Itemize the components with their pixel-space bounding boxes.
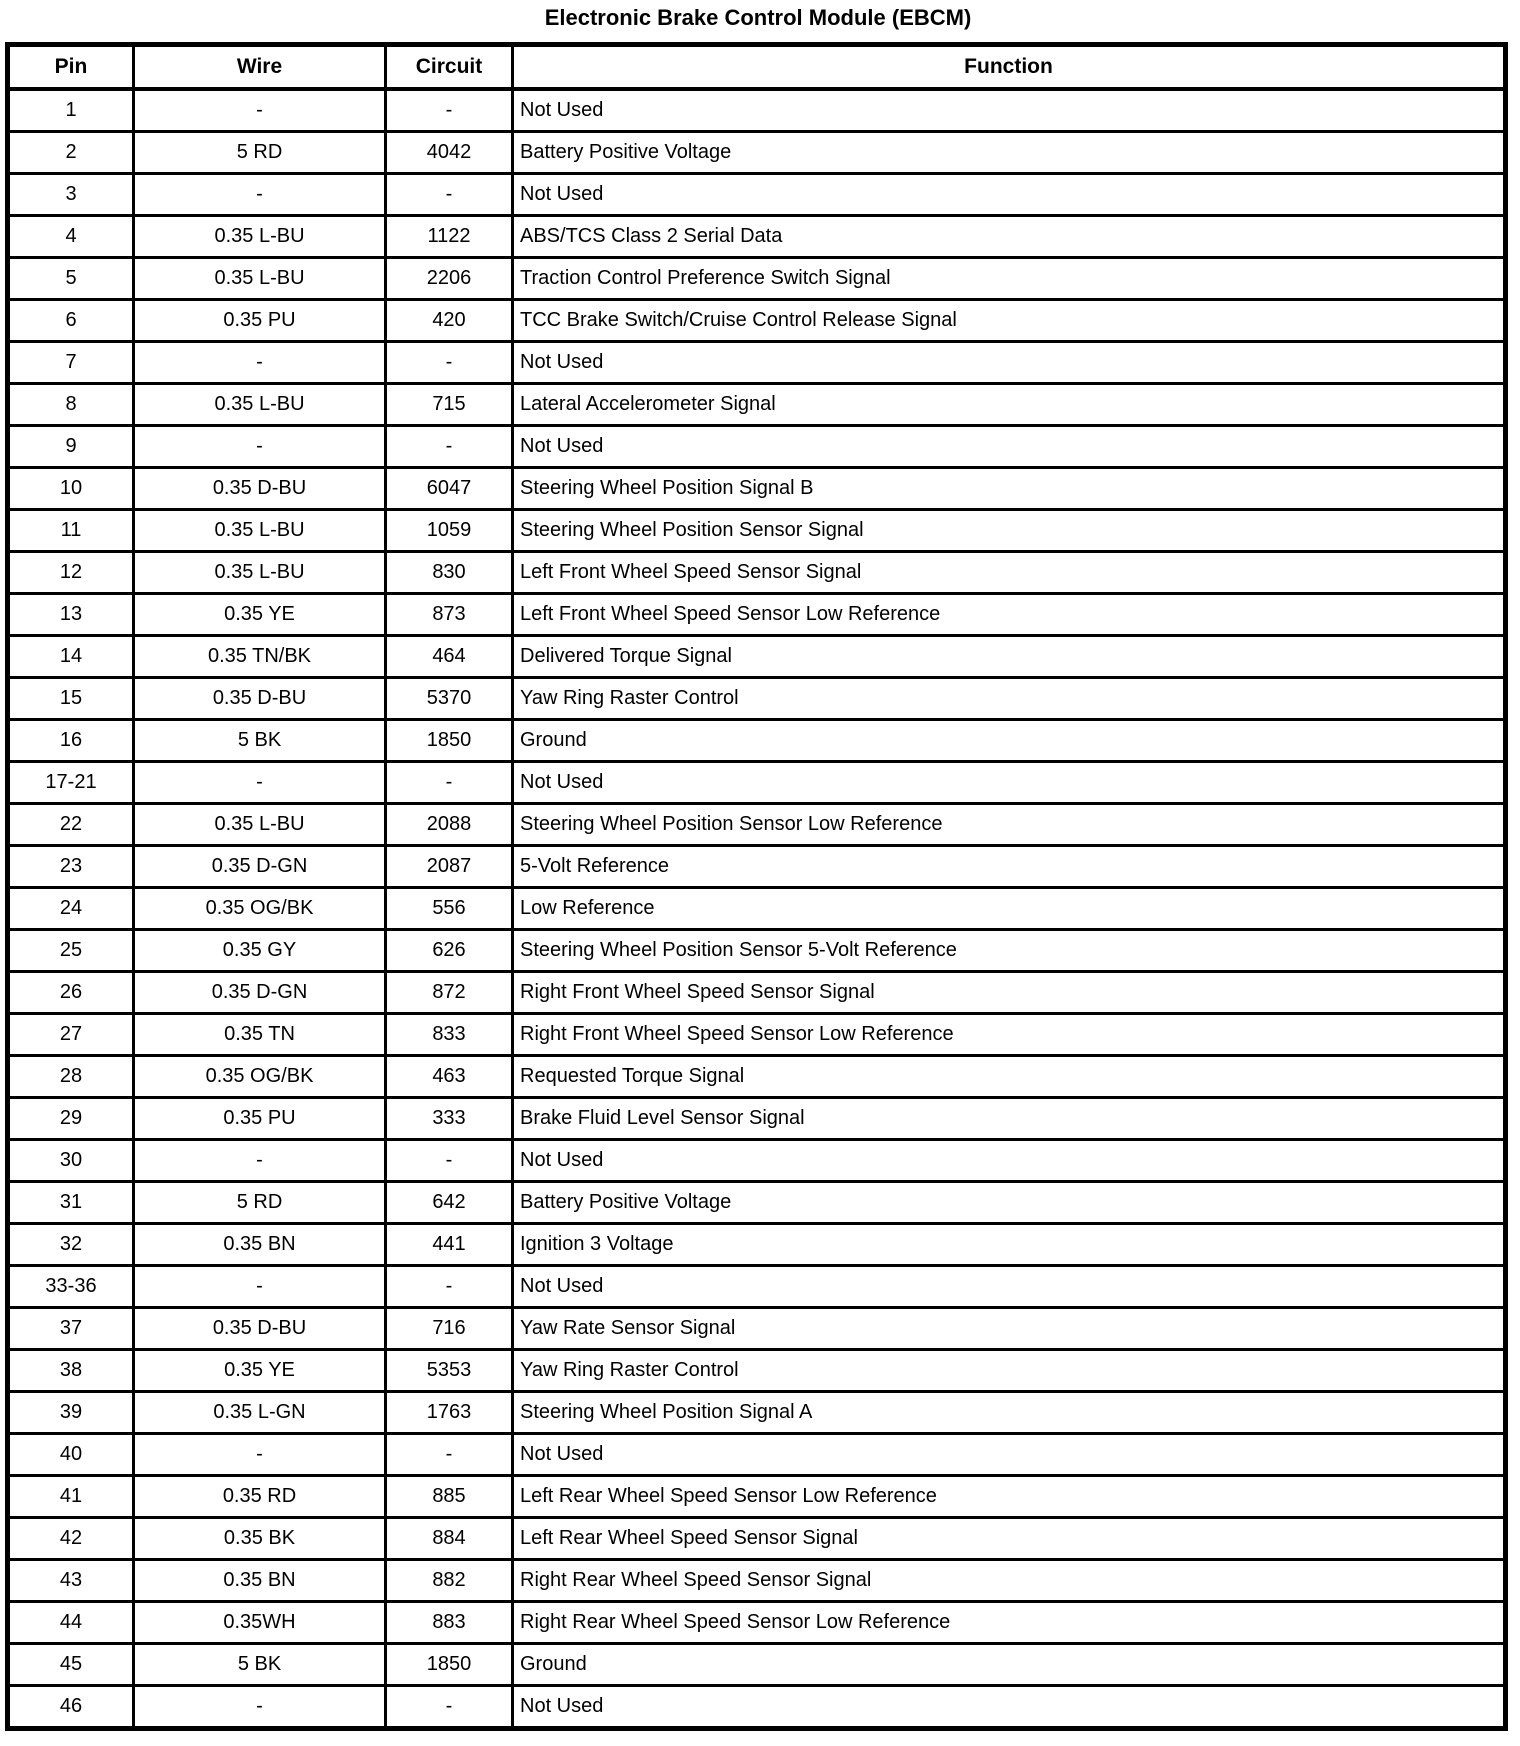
cell-pin: 14 (8, 636, 134, 678)
cell-wire: 5 BK (134, 720, 386, 762)
cell-pin: 45 (8, 1644, 134, 1686)
cell-wire: - (134, 174, 386, 216)
cell-circuit: 5370 (386, 678, 513, 720)
cell-function: Lateral Accelerometer Signal (513, 384, 1506, 426)
cell-pin: 33-36 (8, 1266, 134, 1308)
cell-wire: 0.35 D-BU (134, 678, 386, 720)
cell-pin: 8 (8, 384, 134, 426)
cell-circuit: - (386, 426, 513, 468)
cell-wire: 0.35 L-BU (134, 804, 386, 846)
cell-wire: - (134, 1266, 386, 1308)
cell-circuit: 2206 (386, 258, 513, 300)
table-row (8, 1266, 1506, 1308)
cell-function: Low Reference (513, 888, 1506, 930)
cell-function: Requested Torque Signal (513, 1056, 1506, 1098)
cell-circuit: 882 (386, 1560, 513, 1602)
cell-circuit: 4042 (386, 132, 513, 174)
cell-circuit: 2087 (386, 846, 513, 888)
cell-pin: 42 (8, 1518, 134, 1560)
cell-pin: 26 (8, 972, 134, 1014)
table-row (8, 678, 1506, 720)
table-row (8, 552, 1506, 594)
table-row (8, 1308, 1506, 1350)
cell-pin: 13 (8, 594, 134, 636)
cell-circuit: 873 (386, 594, 513, 636)
cell-pin: 23 (8, 846, 134, 888)
cell-wire: 0.35 YE (134, 1350, 386, 1392)
cell-function: Yaw Rate Sensor Signal (513, 1308, 1506, 1350)
table-row (8, 636, 1506, 678)
table-row (8, 426, 1506, 468)
cell-pin: 31 (8, 1182, 134, 1224)
column-header-wire: Wire (134, 45, 386, 90)
table-row (8, 1350, 1506, 1392)
cell-pin: 10 (8, 468, 134, 510)
cell-pin: 46 (8, 1686, 134, 1729)
cell-pin: 40 (8, 1434, 134, 1476)
cell-function: Battery Positive Voltage (513, 1182, 1506, 1224)
table-header (8, 45, 1506, 90)
cell-pin: 5 (8, 258, 134, 300)
cell-wire: 0.35 D-BU (134, 468, 386, 510)
cell-function: TCC Brake Switch/Cruise Control Release Signal (513, 300, 1506, 342)
table-row (8, 1686, 1506, 1729)
cell-circuit: - (386, 342, 513, 384)
cell-function: Right Front Wheel Speed Sensor Signal (513, 972, 1506, 1014)
cell-pin: 11 (8, 510, 134, 552)
cell-function: Steering Wheel Position Signal A (513, 1392, 1506, 1434)
cell-wire: 0.35 TN/BK (134, 636, 386, 678)
cell-wire: 0.35 L-BU (134, 510, 386, 552)
cell-wire: 0.35 PU (134, 1098, 386, 1140)
cell-function: Not Used (513, 1266, 1506, 1308)
cell-circuit: 556 (386, 888, 513, 930)
cell-pin: 9 (8, 426, 134, 468)
cell-function: Not Used (513, 426, 1506, 468)
cell-pin: 12 (8, 552, 134, 594)
cell-pin: 15 (8, 678, 134, 720)
table-row (8, 89, 1506, 132)
cell-pin: 2 (8, 132, 134, 174)
cell-pin: 44 (8, 1602, 134, 1644)
cell-circuit: 2088 (386, 804, 513, 846)
cell-circuit: 1122 (386, 216, 513, 258)
cell-function: Steering Wheel Position Sensor Signal (513, 510, 1506, 552)
cell-pin: 37 (8, 1308, 134, 1350)
cell-wire: - (134, 342, 386, 384)
cell-circuit: - (386, 89, 513, 132)
cell-function: Not Used (513, 342, 1506, 384)
cell-wire: 0.35 L-BU (134, 552, 386, 594)
cell-function: Not Used (513, 1434, 1506, 1476)
cell-circuit: - (386, 1140, 513, 1182)
table-row (8, 1224, 1506, 1266)
table-row (8, 1434, 1506, 1476)
cell-function: Yaw Ring Raster Control (513, 678, 1506, 720)
cell-circuit: 463 (386, 1056, 513, 1098)
cell-function: Ground (513, 720, 1506, 762)
cell-circuit: - (386, 762, 513, 804)
cell-function: Battery Positive Voltage (513, 132, 1506, 174)
table-header-row (8, 45, 1506, 90)
cell-circuit: 626 (386, 930, 513, 972)
table-row (8, 1014, 1506, 1056)
cell-pin: 3 (8, 174, 134, 216)
table-row (8, 258, 1506, 300)
cell-pin: 30 (8, 1140, 134, 1182)
cell-circuit: 885 (386, 1476, 513, 1518)
cell-wire: - (134, 89, 386, 132)
cell-pin: 38 (8, 1350, 134, 1392)
cell-pin: 24 (8, 888, 134, 930)
cell-function: ABS/TCS Class 2 Serial Data (513, 216, 1506, 258)
table-row (8, 888, 1506, 930)
cell-function: Yaw Ring Raster Control (513, 1350, 1506, 1392)
cell-function: Brake Fluid Level Sensor Signal (513, 1098, 1506, 1140)
cell-wire: 0.35 BN (134, 1560, 386, 1602)
cell-wire: 0.35 D-BU (134, 1308, 386, 1350)
cell-circuit: 872 (386, 972, 513, 1014)
table-row (8, 384, 1506, 426)
cell-pin: 6 (8, 300, 134, 342)
cell-wire: - (134, 426, 386, 468)
cell-function: Not Used (513, 762, 1506, 804)
table-row (8, 972, 1506, 1014)
cell-function: Traction Control Preference Switch Signal (513, 258, 1506, 300)
table-row (8, 804, 1506, 846)
column-header-circuit: Circuit (386, 45, 513, 90)
cell-function: Delivered Torque Signal (513, 636, 1506, 678)
cell-wire: 0.35 L-BU (134, 216, 386, 258)
cell-wire: 0.35WH (134, 1602, 386, 1644)
cell-function: Steering Wheel Position Sensor Low Reference (513, 804, 1506, 846)
cell-circuit: 642 (386, 1182, 513, 1224)
table-row (8, 1056, 1506, 1098)
cell-wire: 0.35 OG/BK (134, 888, 386, 930)
cell-circuit: 441 (386, 1224, 513, 1266)
cell-function: Right Rear Wheel Speed Sensor Low Reference (513, 1602, 1506, 1644)
table-row (8, 216, 1506, 258)
cell-function: Right Front Wheel Speed Sensor Low Reference (513, 1014, 1506, 1056)
table-row (8, 174, 1506, 216)
table-body (8, 89, 1506, 1729)
cell-circuit: 883 (386, 1602, 513, 1644)
cell-wire: 0.35 TN (134, 1014, 386, 1056)
cell-pin: 1 (8, 89, 134, 132)
cell-function: Steering Wheel Position Signal B (513, 468, 1506, 510)
cell-pin: 43 (8, 1560, 134, 1602)
table-row (8, 1518, 1506, 1560)
cell-wire: - (134, 1140, 386, 1182)
cell-wire: 5 BK (134, 1644, 386, 1686)
table-row (8, 1560, 1506, 1602)
cell-wire: 0.35 PU (134, 300, 386, 342)
table-row (8, 762, 1506, 804)
table-row (8, 1392, 1506, 1434)
cell-function: Left Front Wheel Speed Sensor Signal (513, 552, 1506, 594)
cell-function: Left Rear Wheel Speed Sensor Low Reference (513, 1476, 1506, 1518)
cell-function: Right Rear Wheel Speed Sensor Signal (513, 1560, 1506, 1602)
cell-circuit: 833 (386, 1014, 513, 1056)
cell-pin: 22 (8, 804, 134, 846)
cell-wire: 0.35 D-GN (134, 972, 386, 1014)
table-row (8, 594, 1506, 636)
cell-function: Not Used (513, 1686, 1506, 1729)
cell-pin: 32 (8, 1224, 134, 1266)
cell-circuit: 1850 (386, 1644, 513, 1686)
column-header-function: Function (513, 45, 1506, 90)
cell-circuit: 5353 (386, 1350, 513, 1392)
cell-circuit: 715 (386, 384, 513, 426)
cell-wire: 0.35 L-GN (134, 1392, 386, 1434)
cell-pin: 39 (8, 1392, 134, 1434)
table-row (8, 132, 1506, 174)
cell-pin: 17-21 (8, 762, 134, 804)
cell-wire: 0.35 OG/BK (134, 1056, 386, 1098)
cell-wire: 0.35 BK (134, 1518, 386, 1560)
cell-circuit: 6047 (386, 468, 513, 510)
cell-pin: 41 (8, 1476, 134, 1518)
cell-wire: - (134, 1434, 386, 1476)
table-row (8, 1644, 1506, 1686)
cell-circuit: 464 (386, 636, 513, 678)
cell-pin: 29 (8, 1098, 134, 1140)
cell-function: Left Rear Wheel Speed Sensor Signal (513, 1518, 1506, 1560)
cell-function: Steering Wheel Position Sensor 5-Volt Reference (513, 930, 1506, 972)
column-header-pin: Pin (8, 45, 134, 90)
table-row (8, 720, 1506, 762)
cell-wire: 0.35 D-GN (134, 846, 386, 888)
cell-function: Not Used (513, 1140, 1506, 1182)
cell-function: Not Used (513, 89, 1506, 132)
cell-wire: - (134, 762, 386, 804)
cell-function: Ground (513, 1644, 1506, 1686)
table-row (8, 1140, 1506, 1182)
cell-wire: 0.35 L-BU (134, 258, 386, 300)
table-row (8, 846, 1506, 888)
cell-circuit: 420 (386, 300, 513, 342)
cell-function: Not Used (513, 174, 1506, 216)
table-row (8, 1602, 1506, 1644)
cell-pin: 16 (8, 720, 134, 762)
table-row (8, 468, 1506, 510)
cell-pin: 25 (8, 930, 134, 972)
cell-circuit: - (386, 1266, 513, 1308)
table-row (8, 1476, 1506, 1518)
cell-circuit: 830 (386, 552, 513, 594)
table-row (8, 510, 1506, 552)
cell-wire: 0.35 GY (134, 930, 386, 972)
cell-function: Left Front Wheel Speed Sensor Low Reference (513, 594, 1506, 636)
cell-wire: 0.35 BN (134, 1224, 386, 1266)
cell-circuit: 333 (386, 1098, 513, 1140)
cell-wire: 5 RD (134, 132, 386, 174)
cell-circuit: 716 (386, 1308, 513, 1350)
cell-circuit: - (386, 1686, 513, 1729)
cell-circuit: 1850 (386, 720, 513, 762)
table-row (8, 342, 1506, 384)
cell-circuit: 884 (386, 1518, 513, 1560)
cell-wire: 0.35 YE (134, 594, 386, 636)
cell-function: 5-Volt Reference (513, 846, 1506, 888)
cell-function: Ignition 3 Voltage (513, 1224, 1506, 1266)
cell-pin: 7 (8, 342, 134, 384)
page-title: Electronic Brake Control Module (EBCM) (544, 5, 972, 30)
cell-circuit: - (386, 1434, 513, 1476)
cell-pin: 4 (8, 216, 134, 258)
table-row (8, 930, 1506, 972)
cell-wire: - (134, 1686, 386, 1729)
cell-circuit: 1059 (386, 510, 513, 552)
table-row (8, 300, 1506, 342)
ebcm-pinout-table (5, 42, 1508, 1731)
cell-pin: 28 (8, 1056, 134, 1098)
cell-circuit: - (386, 174, 513, 216)
cell-wire: 0.35 L-BU (134, 384, 386, 426)
table-row (8, 1182, 1506, 1224)
cell-wire: 0.35 RD (134, 1476, 386, 1518)
cell-pin: 27 (8, 1014, 134, 1056)
cell-circuit: 1763 (386, 1392, 513, 1434)
table-row (8, 1098, 1506, 1140)
cell-wire: 5 RD (134, 1182, 386, 1224)
